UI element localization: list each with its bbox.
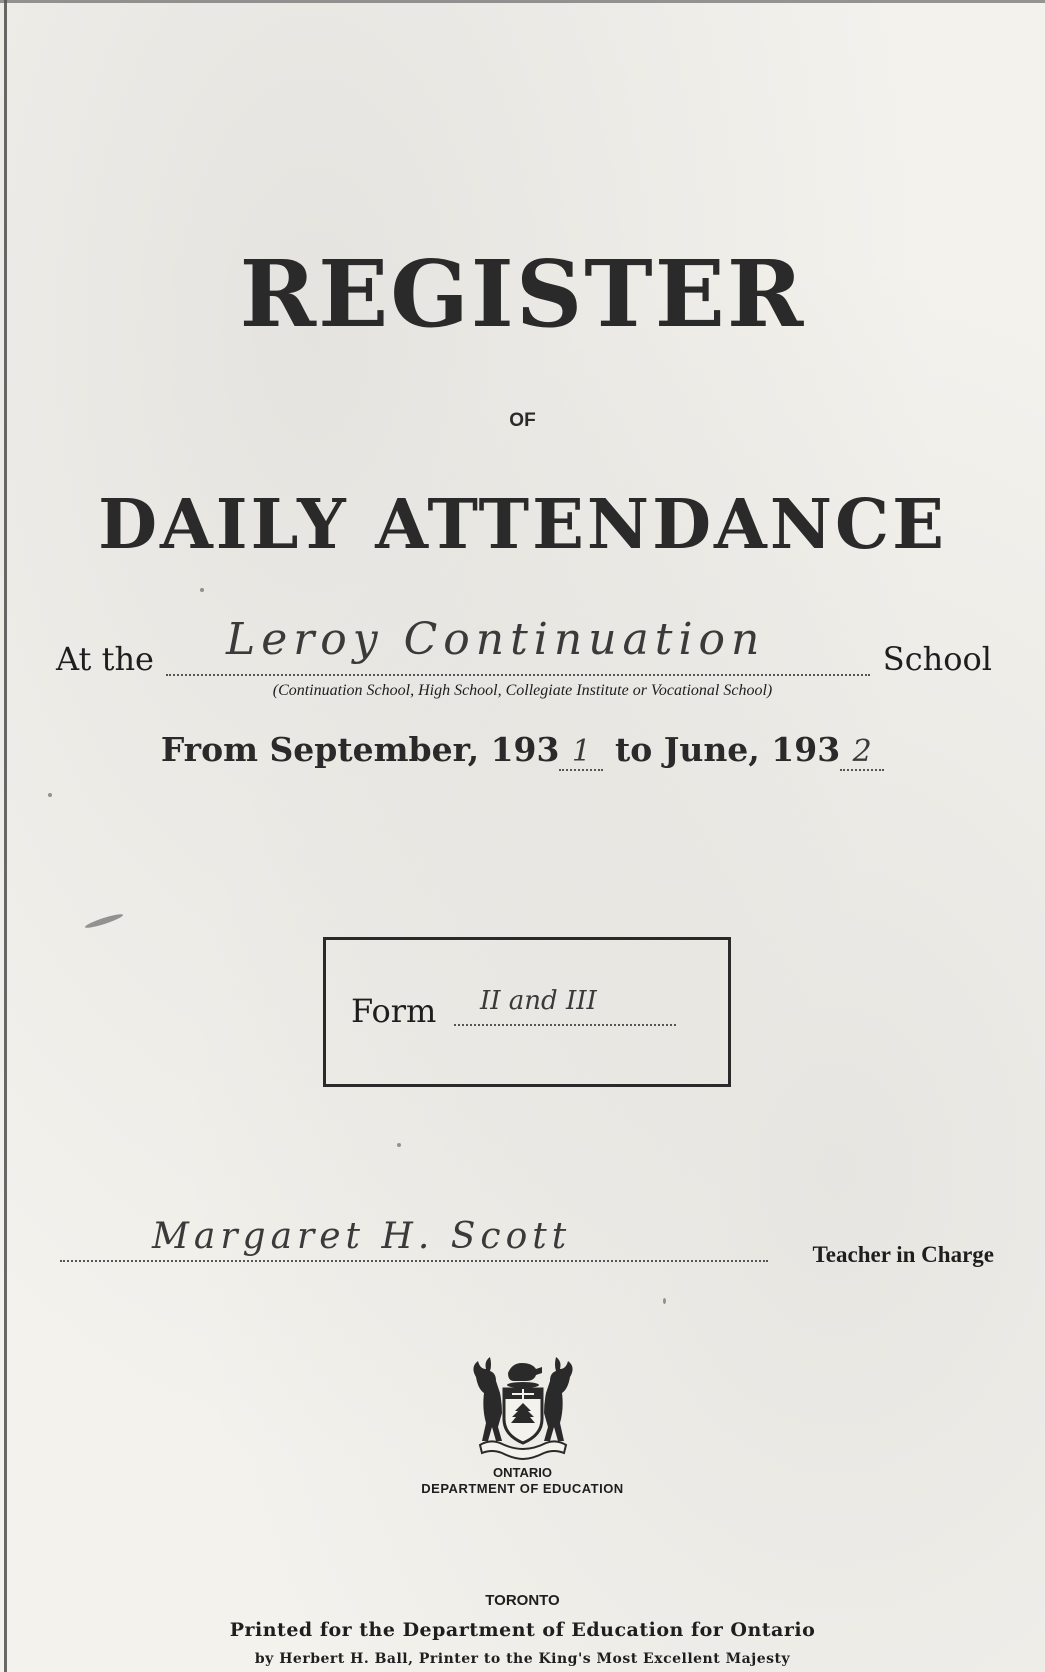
footer-city: TORONTO <box>485 1592 560 1609</box>
teacher-dotted-line <box>60 1260 768 1262</box>
from-year-digit: 1 <box>559 734 603 771</box>
scan-speck <box>663 1298 666 1304</box>
teacher-label: Teacher in Charge <box>812 1242 994 1267</box>
school-year-line <box>0 730 1045 771</box>
from-label: From September, 193 <box>160 730 560 769</box>
form-label: Form <box>351 992 437 1030</box>
page-edge-top <box>0 0 1045 3</box>
school-dotted-line <box>166 674 870 676</box>
to-year-digit: 2 <box>840 734 884 771</box>
register-title: REGISTER <box>239 240 806 348</box>
scan-speck <box>84 912 124 930</box>
school-line <box>56 614 992 680</box>
scan-speck <box>48 793 52 797</box>
school-name-handwritten: Leroy Continuation <box>226 614 766 665</box>
footer-printer: by Herbert H. Ball, Printer to the King's Most Excellent Majesty <box>254 1651 791 1667</box>
title-of: OF <box>509 410 536 431</box>
crest-department-label: DEPARTMENT OF EDUCATION <box>421 1481 624 1496</box>
teacher-line <box>60 1216 994 1267</box>
teacher-signature: Margaret H. Scott <box>152 1216 572 1257</box>
footer-printed-for: Printed for the Department of Education for Ontario <box>229 1619 816 1641</box>
daily-attendance-title: DAILY ATTENDANCE <box>98 485 947 565</box>
scan-speck <box>397 1143 401 1147</box>
scan-speck <box>200 588 204 592</box>
form-value-handwritten: II and III <box>454 986 676 1026</box>
crest-ontario-label: ONTARIO <box>493 1465 552 1480</box>
school-type-caption: (Continuation School, High School, Collegiate Institute or Vocational School) <box>272 682 773 699</box>
ontario-coat-of-arms-icon <box>462 1355 584 1465</box>
form-box <box>323 937 731 1087</box>
to-label: to June, 193 <box>614 730 841 769</box>
school-line-suffix: School <box>882 640 992 678</box>
school-line-prefix: At the <box>56 640 154 678</box>
